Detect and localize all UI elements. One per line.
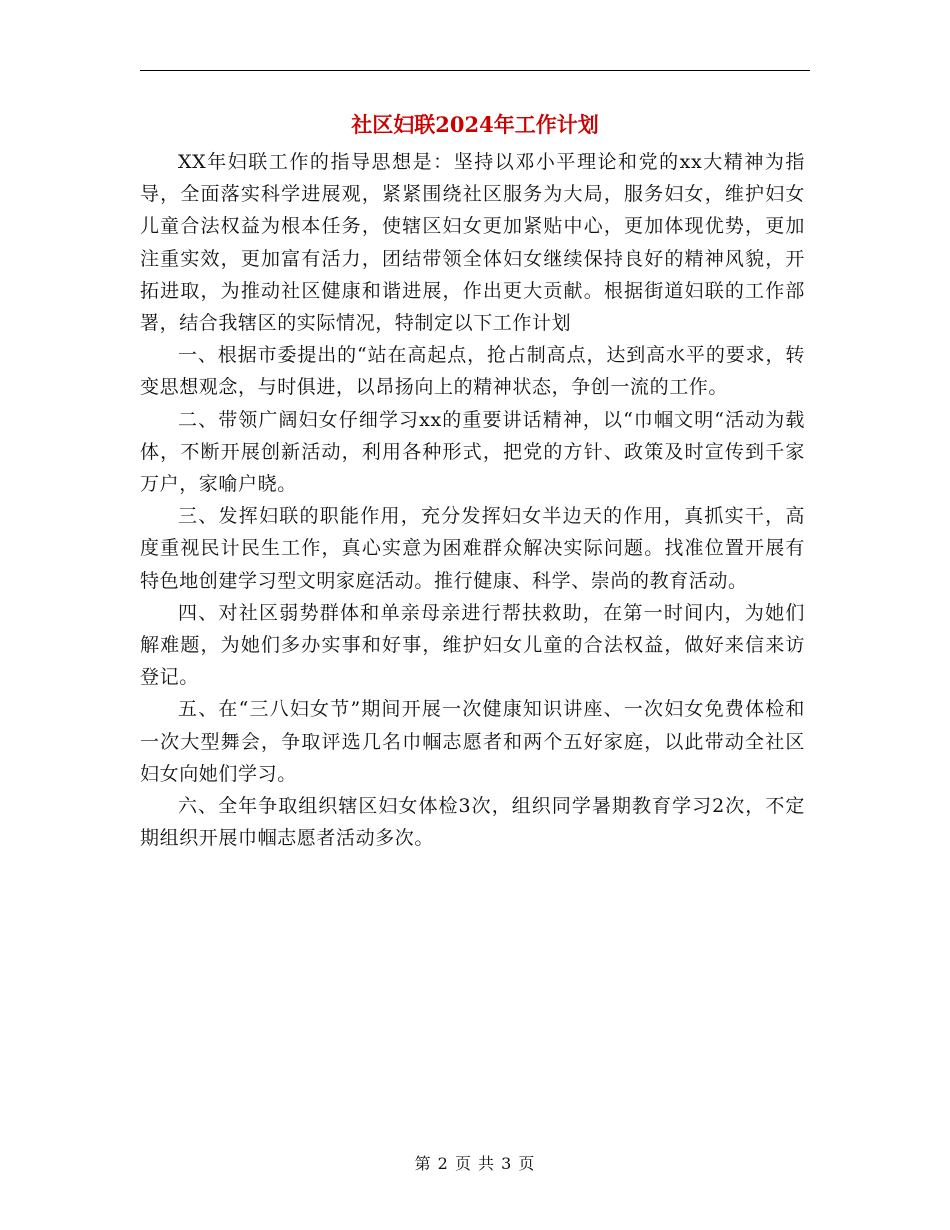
paragraph-item-6: 六、全年争取组织辖区妇女体检3次，组织同学暑期教育学习2次，不定期组织开展巾帼志愿者活动多次。 [140,795,805,850]
paragraph-item-2: 二、带领广阔妇女仔细学习xx的重要讲话精神，以“巾帼文明“活动为载体，不断开展创新活动，利用各种形式，把党的方针、政策及时宣传到千家万户，家喻户晓。 [140,408,805,496]
document-title: 社区妇联2024年工作计划 [351,112,599,137]
paragraph-intro: XX年妇联工作的指导思想是：坚持以邓小平理论和党的xx大精神为指导，全面落实科学进展观，紧紧围绕社区服务为大局，服务妇女，维护妇女儿童合法权益为根本任务，使辖区妇女更加紧贴中心，更加体现优势，更加注重实效，更加富有活力，团结带领全体妇女继续保持良好的精神风貌，开拓进取，为推动社区健康和谐进展，作出更大贡献。根据街道妇联的工作部署，结合我辖区的实际情况，特制定以下工作计划 [140,151,805,335]
page-number: 第 2 页 共 3 页 [414,1154,536,1173]
paragraph-item-3: 三、发挥妇联的职能作用，充分发挥妇女半边天的作用，真抓实干，高度重视民计民生工作，真心实意为困难群众解决实际问题。找准位置开展有特色地创建学习型文明家庭活动。推行健康、科学、崇尚的教育活动。 [140,505,805,592]
paragraph-item-5: 五、在“三八妇女节”期间开展一次健康知识讲座、一次妇女免费体检和一次大型舞会，争取评选几名巾帼志愿者和两个五好家庭，以此带动全社区妇女向她们学习。 [140,698,805,785]
paragraph-item-4: 四、对社区弱势群体和单亲母亲进行帮扶救助，在第一时间内，为她们解难题，为她们多办实事和好事，维护妇女儿童的合法权益，做好来信来访登记。 [140,601,805,689]
paragraph-item-1: 一、根据市委提出的“站在高起点，抢占制高点，达到高水平的要求，转变思想观念，与时俱进，以昂扬向上的精神状态，争创一流的工作。 [140,344,805,399]
header-rule [140,70,810,71]
document-body [140,146,805,854]
